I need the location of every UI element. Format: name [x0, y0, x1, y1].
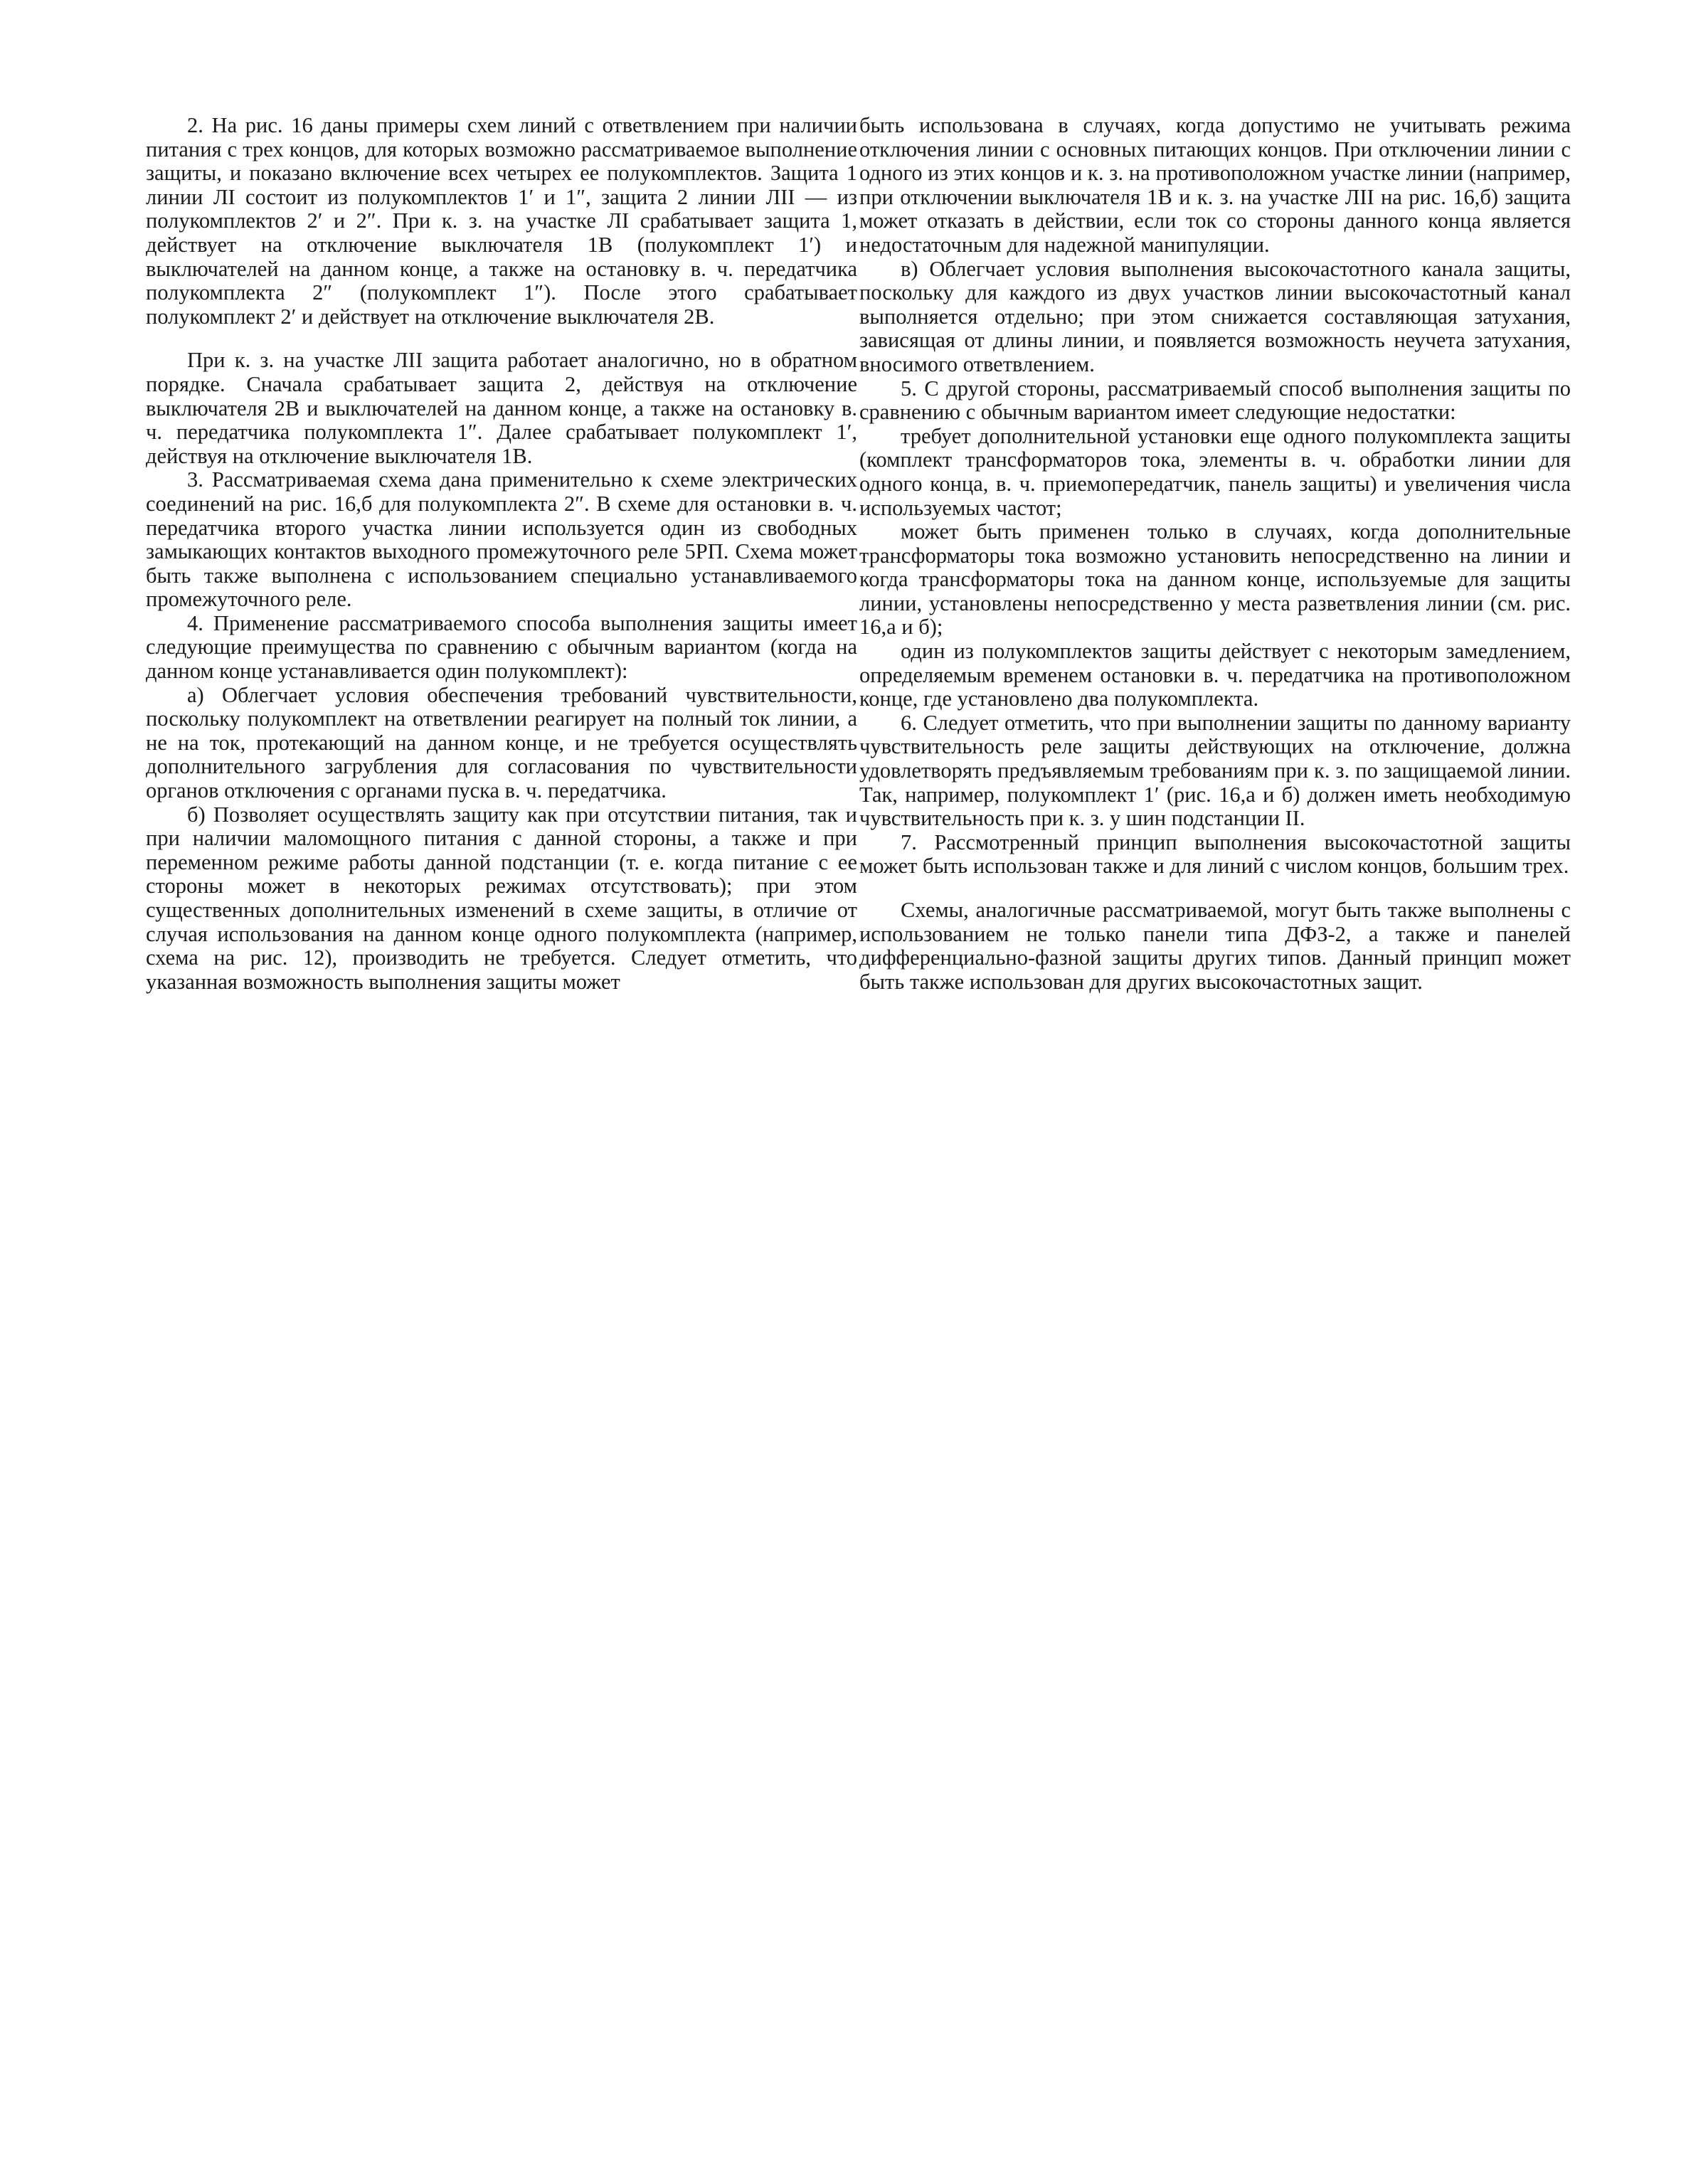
paragraph-5-item-1: требует дополнительной установки еще одного полукомплекта защиты (комплект трансформаторов тока, элементы в. ч. обработки линии для одного конца, в. ч. приемопередатчик, панель защиты) и увеличения числа используемых частот; — [859, 423, 1571, 520]
paragraph-4a: а) Облегчает условия обеспечения требований чувствительности, поскольку полукомплект на ответвлении реагирует на полный ток линии, а не на ток, протекающий на данном конце, и не требуется осуществлять дополнительного загрубления для согласования по чувствительности органов отключения с органами пуска в. ч. передатчика. — [146, 682, 857, 803]
paragraph-3: 3. Рассматриваемая схема дана применительно к схеме электрических соединений на рис. 16,б для полукомплекта 2″. В схеме для остановки в. ч. передатчика второго участка линии используется один из свободных замыкающих контактов выходного промежуточного реле 5РП. Схема может быть также выполнена с использованием специально устанавливаемого промежуточного реле. — [146, 467, 857, 612]
paragraph-7: 7. Рассмотренный принцип выполнения высокочастотной защиты может быть использован также и для линий с числом концов, большим трех. — [859, 829, 1571, 879]
paragraph-4b: б) Позволяет осуществлять защиту как при отсутствии питания, так и при наличии маломощного питания с данной стороны, а также и при переменном режиме работы данной подстанции (т. е. когда питание с ее стороны может в некоторых режимах отсутствовать); при этом существенных дополнительных изменений в схеме защиты, в отличие от случая использования на данном конце одного полукомплекта (например, схема на рис. 12), производить не требуется. Следует отметить, что указанная возможность выполнения защиты может — [146, 802, 857, 994]
left-column — [146, 114, 857, 994]
paragraph-5-item-2: может быть применен только в случаях, когда дополнительные трансформаторы тока возможно установить непосредственно на линии и когда трансформаторы тока на данном конце, используемые для защиты линии, установлены непосредственно у места разветвления линии (см. рис. 16,а и б); — [859, 519, 1571, 640]
paragraph-4b-continued: быть использована в случаях, когда допустимо не учитывать режима отключения линии с основных питающих концов. При отключении линии с одного из этих концов и к. з. на противоположном участке линии (например, при отключении выключателя 1В и к. з. на участке ЛII на рис. 16,б) защита может отказать в действии, если ток со стороны данного конца является недостаточным для надежной манипуляции. — [859, 113, 1571, 257]
paragraph-5: 5. С другой стороны, рассматриваемый способ выполнения защиты по сравнению с обычным вариантом имеет следующие недостатки: — [859, 376, 1571, 425]
paragraph-closing: Схемы, аналогичные рассматриваемой, могут быть также выполнены с использованием не только панели типа ДФЗ-2, а также и панелей дифференциально-фазной защиты других типов. Данный принцип может быть также использован для других высокочастотных защит. — [859, 898, 1571, 994]
right-column — [859, 114, 1571, 994]
paragraph-4v: в) Облегчает условия выполнения высокочастотного канала защиты, поскольку для каждого из двух участков линии высокочастотный канал выполняется отдельно; при этом снижается составляющая затухания, зависящая от длины линии, и появляется возможность неучета затухания, вносимого ответвлением. — [859, 256, 1571, 376]
paragraph-5-item-3: один из полукомплектов защиты действует с некоторым замедлением, определяемым временем остановки в. ч. передатчика на противоположном конце, где установлено два полукомплекта. — [859, 639, 1571, 711]
paragraph-2: 2. На рис. 16 даны примеры схем линий с ответвлением при наличии питания с трех концов, для которых возможно рассматриваемое выполнение защиты, и показано включение всех четырех ее полукомплектов. Защита 1 линии ЛI состоит из полукомплектов 1′ и 1″, защита 2 линии ЛII — из полукомплектов 2′ и 2″. При к. з. на участке ЛI срабатывает защита 1, действует на отключение выключателя 1В (полукомплект 1′) и выключателей на данном конце, а также на остановку в. ч. передатчика полукомплекта 2″ (полукомплект 1″). После этого срабатывает полукомплект 2′ и действует на отключение выключателя 2В. — [146, 113, 857, 329]
paragraph-short-circuit-lii: При к. з. на участке ЛII защита работает аналогично, но в обратном порядке. Сначала срабатывает защита 2, действуя на отключение выключателя 2В и выключателей на данном конце, а также на остановку в. ч. передатчика полукомплекта 1″. Далее срабатывает полукомплект 1′, действуя на отключение выключателя 1В. — [146, 348, 857, 468]
paragraph-4: 4. Применение рассматриваемого способа выполнения защиты имеет следующие преимущества по сравнению с обычным вариантом (когда на данном конце устанавливается один полукомплект): — [146, 610, 857, 684]
paragraph-6: 6. Следует отметить, что при выполнении защиты по данному варианту чувствительность реле защиты действующих на отключение, должна удовлетворять предъявляемым требованиям при к. з. по защищаемой линии. Так, например, полукомплект 1′ (рис. 16,а и б) должен иметь необходимую чувствительность при к. з. у шин подстанции II. — [859, 710, 1571, 831]
